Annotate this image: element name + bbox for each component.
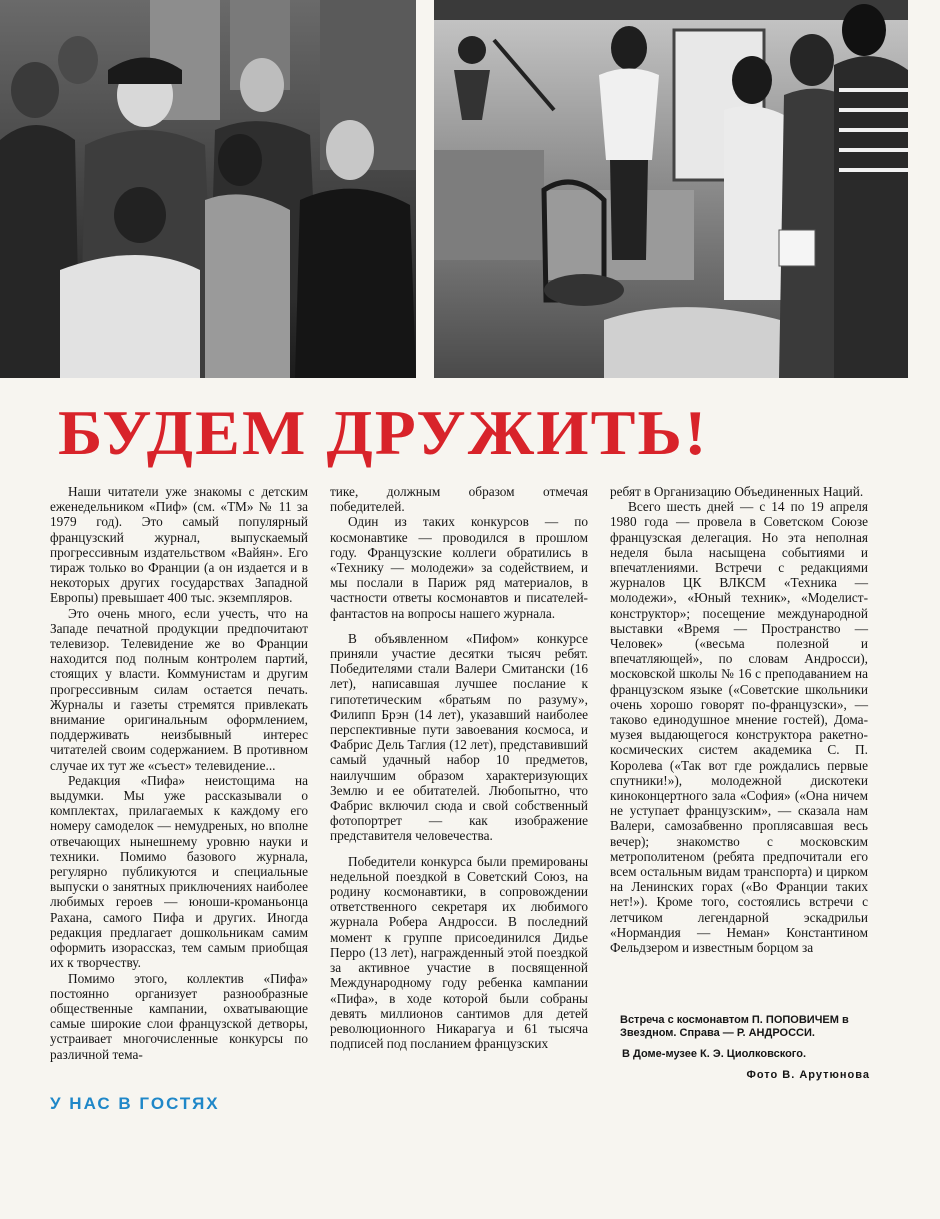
paragraph: В объявленном «Пифом» конкурсе приняли участие десятки тысяч ребят. Победителями стали Валери Смитански (16 лет), написавшая лучшее послание к гипотетическим «братьям по разуму», Филипп Брэн (14 лет), указавший наиболее перспективные пути завоевания космоса, и Фабрис Дель Таглия (12 лет), представивший самый удачный набор 10 предметов, наилучшим образом характеризующих Землю и ее обитателей. Любопытно, что Фабрис включил сюда и свой собственный фотопортрет — как изображение представителя человечества. — [330, 630, 588, 844]
photo-tsiolkovsky-museum — [434, 0, 908, 378]
article-column-2 — [330, 484, 588, 1051]
photo-credit: Фото В. Арутюнова — [746, 1069, 870, 1081]
paragraph: Это очень много, если учесть, что на Западе печатной продукции предпочитают телевизор. Телевидение же во Франции находится под полным контролем партий, стоящих у власти. Коммунистам и другим прогрессивным силам остается печать. Журналы и газеты стремятся привлекать внимание оригинальным оформлением, поддерживать неизбывный интерес читателей своим содержанием. В противном случае их тут же «съест» телевидение... — [50, 605, 308, 773]
photo-tsiolkovsky-museum-image — [434, 0, 908, 378]
section-label: У НАС В ГОСТЯХ — [50, 1094, 220, 1113]
caption-museum: В Доме-музее К. Э. Циолковского. — [622, 1048, 807, 1060]
paragraph: Победители конкурса были премированы недельной поездкой в Советский Союз, на родину космонавтики, в сопровождении ответственного секретаря их любимого журнала Робера Андросси. В последний момент к группе присоединился Дидье Перро (13 лет), награжденный этой поездкой за активное участие в посвященной Международному году ребенка кампании «Пифа», в ходе которой были собраны девять миллионов сантимов для детей революционного Никарагуа и 61 тысяча подписей под посланием французских — [330, 853, 588, 1052]
article-column-3 — [610, 484, 868, 955]
paragraph: Всего шесть дней — с 14 по 19 апреля 1980 года — провела в Советском Союзе французская делегация. Но эта неполная неделя была насыщена событиями и впечатлениями. Встречи с редакциями журналов ЦК ВЛКСМ «Техника — молодежи», «Юный техник», «Моделист-конструктор»; посещение международной выставки «Время — Пространство — Человек» («весьма полезной и впечатляющей», по словам Андросси), московской школы № 16 с преподаванием на французском языке («Советские школьники очень хорошо говорят по-французски», — таково единодушное мнение гостей), Дома-музея выдающегося конструктора ракетно-космических систем академика С. П. Королева («Так вот где рождались первые спутники!»), молодежной дискотеки киноконцертного зала «София» («Она ничем не уступает французским», — сказала нам Валери, самозабвенно проплясавшая весь вечер); знакомство с московским метрополитеном (ребята предпочитали его всем остальным видам транспорта) и цирком на Ленинских горах («Во Франции таких нет!»). Кроме того, состоялись встречи с летчиком легендарной эскадрильи «Нормандия — Неман» Константином Фельдзером и известным борцом за — [610, 499, 868, 956]
paragraph: тике, должным образом отмечая победителей. — [330, 484, 588, 515]
article-column-1 — [50, 484, 308, 1062]
photo-cosmonaut-meeting — [0, 0, 416, 378]
paragraph: Один из таких конкурсов — по космонавтике — проводился в прошлом году. Французские коллеги обратились в «Технику — молодежи» за содействием, и мы послали в Париж ряд материалов, в частности ответы космонавтов и писателей-фантастов на вопросы нашего журнала. — [330, 514, 588, 621]
caption-cosmonaut-meeting: Встреча с космонавтом П. ПОПОВИЧЕМ в Звездном. Справа — Р. АНДРОССИ. — [620, 1014, 849, 1039]
paragraph: Наши читатели уже знакомы с детским еженедельником «Пиф» (см. «ТМ» № 11 за 1979 год). Это самый популярный французский журнал, выпускаемый прогрессивным издательством «Вайян». Его тираж только во Франции (а он издается и в некоторых других государствах Западной Европы) превышает 400 тыс. экземпляров. — [50, 484, 308, 606]
headline: БУДЕМ ДРУЖИТЬ! — [58, 397, 709, 468]
paragraph: ребят в Организацию Объединенных Наций. — [610, 484, 864, 499]
photo-cosmonaut-meeting-image — [0, 0, 416, 378]
paragraph: Помимо этого, коллектив «Пифа» постоянно организует разнообразные общественные кампании, охватывающие самые широкие слои французской детворы, устраивает многочисленные конкурсы по различной тема- — [50, 970, 308, 1062]
photo-captions — [610, 1014, 870, 1082]
paragraph: Редакция «Пифа» неистощима на выдумки. Мы уже рассказывали о комплектах, прилагаемых к каждому его номеру самоделок — немудреных, но вполне отвечающих нынешнему уровню науки и техники. Помимо базового журнала, регулярно публикуются и специальные выпуски о занятных приключениях наиболее любимых героев — юноши-кроманьонца Рахана, самого Пифа и других. Иногда редакция предлагает дошкольникам самим оформить изорассказ, тем самым приобщая их к творчеству. — [50, 772, 308, 971]
